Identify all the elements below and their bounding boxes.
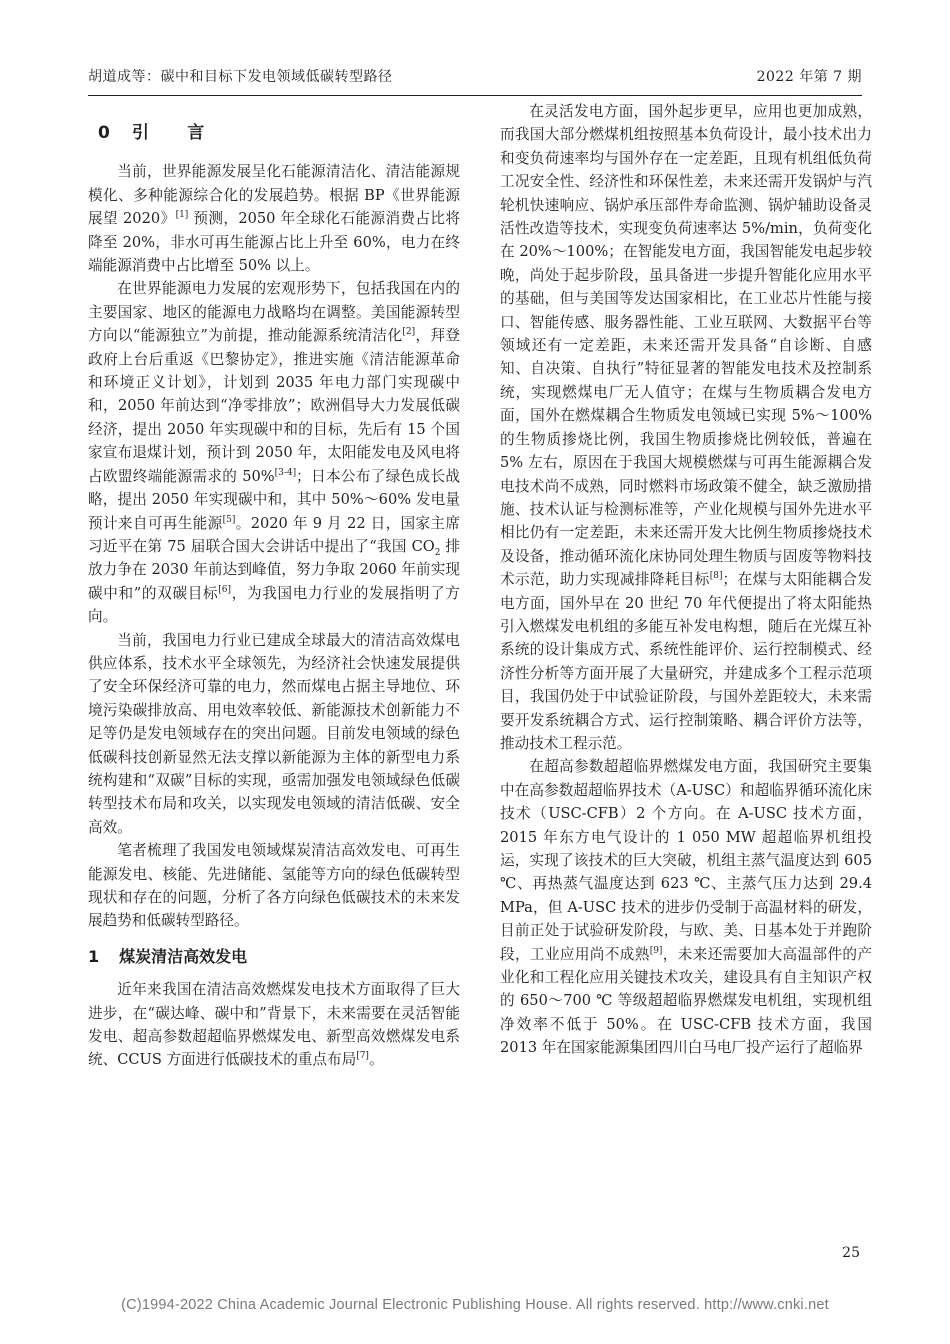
- text-run: 。: [368, 1051, 384, 1069]
- text-run: 在世界能源电力发展的宏观形势下，包括我国在内的主要国家、地区的能源电力战略均在调整。美国能源转型方向以“能源独立”为前提，推动能源系统清洁化: [88, 280, 460, 345]
- citation: [1]: [175, 210, 189, 221]
- text-run: 预测，2050 年全球化石能源消费占比将降至 20%，非水可再生能源占比上升至 60%，电力在终端能源消费中占比增至 50% 以上。: [88, 210, 461, 275]
- citation: [3-4]: [274, 467, 297, 478]
- text-run: 近年来我国在清洁高效燃煤发电技术方面取得了巨大进步，在“碳达峰、碳中和”背景下，未来需要在灵活智能发电、超高参数超超临界燃煤发电、新型高效燃煤发电系统、CCUS 方面进行低碳技术的重点布局: [88, 981, 460, 1069]
- intro-paragraph-2: [88, 277, 460, 628]
- section-0-title-a: 引: [132, 123, 150, 143]
- header-authors-title: 胡道成等：碳中和目标下发电领域低碳转型路径: [88, 69, 393, 85]
- section-0-title-b: 言: [187, 123, 205, 143]
- text-run: 。2020 年 9 月 22 日，国家主席习近平在第 75 届联合国大会讲话中提出了“我国 CO: [88, 514, 460, 555]
- page-number: 25: [842, 1245, 860, 1261]
- citation: [7]: [356, 1051, 369, 1062]
- text-run: 排放力争在 2030 年前达到峰值，努力争取 2060 年前实现碳中和”的双碳目标: [88, 537, 460, 602]
- text-run: ，拜登政府上台后重返《巴黎协定》，推进实施《清洁能源革命和环境正义计划》，计划到 2035 年电力部门实现碳中和，2050 年前达到“净零排放”；欧洲倡导大力发展低碳经济，提出 2050 年实现碳中和的目标，先后有 15 个国家宣布退煤计划，预计到 2050 年，太阳能发电及风电将占欧盟终端能源需求的 50%: [88, 327, 460, 485]
- section-0-heading: [98, 122, 460, 145]
- citation: [8]: [709, 571, 723, 582]
- intro-paragraph-3: 当前，我国电力行业已建成全球最大的清洁高效煤电供应体系，技术水平全球领先，为经济社会快速发展提供了安全环保经济可靠的电力，然而煤电占据主导地位、环境污染碳排放高、用电效率较低、新能源技术创新能力不足等仍是发电领域存在的突出问题。目前发电领域的绿色低碳科技创新显然无法支撑以新能源为主体的新型电力系统构建和“双碳”目标的实现，亟需加强发电领域绿色低碳转型技术布局和攻关，以实现发电领域的清洁低碳、安全高效。: [88, 631, 460, 836]
- section-1-number: 1: [88, 946, 100, 966]
- subscript: 2: [434, 547, 441, 558]
- left-column: [88, 100, 460, 1072]
- citation: [2]: [402, 327, 416, 338]
- citation: [5]: [222, 514, 236, 525]
- text-run: 在超高参数超超临界燃煤发电方面，我国研究主要集中在高参数超超临界技术（A-USC）和超临界循环流化床技术（USC-CFB）2 个方向。在 A-USC 技术方面，2015 年东方电气设计的 1 050 MW 超超临界机组投运，实现了该技术的巨大突破，机组主蒸气温度达到 605 ℃、再热蒸气温度达到 623 ℃、主蒸气压力达到 29.4 MPa，但 A-USC 技术的进步仍受制于高温材料的研发，目前正处于试验研发阶段，与欧、美、日基本处于并跑阶段，工业应用尚不成熟: [500, 758, 872, 963]
- coal-paragraph-1: [88, 978, 460, 1072]
- section-0-number: 0: [98, 123, 111, 143]
- text-run: ；日本公布了绿色成长战略，提出 2050 年实现碳中和，其中 50%～60% 发电量预计来自可再生能源: [88, 467, 460, 532]
- text-run: 当前，世界能源发展呈化石能源清洁化、清洁能源规模化、多种能源综合化的发展趋势。根据 BP《世界能源展望 2020》: [88, 163, 460, 228]
- coal-paragraph-2: [500, 100, 872, 755]
- section-1-title: 煤炭清洁高效发电: [119, 946, 248, 966]
- text-run: 在灵活发电方面，国外起步更早，应用也更加成熟，而我国大部分燃煤机组按照基本负荷设计，最小技术出力和变负荷速率均与国外存在一定差距，且现有机组低负荷工况安全性、经济性和环保性差，未来还需开发锅炉与汽轮机快速响应、锅炉承压部件寿命监测、锅炉辅助设备灵活性改造等技术，实现变负荷速率达 5%/min，负荷变化在 20%～100%；在智能发电方面，我国智能发电起步较晚，尚处于起步阶段，虽具备进一步提升智能化应用水平的基础，但与美国等发达国家相比，在工业芯片性能与接口、智能传感、服务器性能、工业互联网、大数据平台等领域还有一定差距，未来还需开发具备“自诊断、自感知、自决策、自执行”特征显著的智能发电技术及控制系统，实现燃煤电厂无人值守；在煤与生物质耦合发电方面，国外在燃煤耦合生物质发电领域已实现 5%～100% 的生物质掺烧比例，我国生物质掺烧比例较低，普遍在 5% 左右，原因在于我国大规模燃煤与可再生能源耦合发电技术尚不成熟，同时燃料市场政策不健全，缺乏激励措施、技术认证与检测标准等，产业化规模与国外先进水平相比仍有一定差距，未来还需开发大比例生物质掺烧技术及设备，推动循环流化床协同处理生物质与固废等物料技术示范，助力实现减排降耗目标: [500, 103, 872, 589]
- header-issue: 2022 年第 7 期: [756, 69, 862, 85]
- text-run: ，未来还需要加大高温部件的产业化和工程化应用关键技术攻关，建设具有自主知识产权的 650～700 ℃ 等级超超临界燃煤发电机组，实现机组净效率不低于 50%。在 USC-CFB 技术方面，我国 2013 年在国家能源集团四川白马电厂投产运行了超临界: [500, 945, 872, 1057]
- section-1-heading: [88, 945, 460, 968]
- intro-paragraph-1: [88, 160, 460, 277]
- citation: [9]: [649, 945, 663, 956]
- running-header: [88, 66, 862, 86]
- copyright-footer: (C)1994-2022 China Academic Journal Electronic Publishing House. All rights reserved. http://www.cnki.net: [121, 1297, 829, 1313]
- text-run: ；在煤与太阳能耦合发电方面，国外早在 20 世纪 70 年代便提出了将太阳能热引入燃煤发电机组的多能互补发电构想，随后在光煤互补系统的设计集成方式、系统性能评价、运行控制模式、经济性分析等方面开展了大量研究，并建成多个工程示范项目，我国仍处于中试验证阶段，与国外差距较大，未来需要开发系统耦合方式、运行控制策略、耦合评价方法等，推动技术工程示范。: [500, 571, 872, 752]
- citation: [6]: [218, 584, 232, 595]
- coal-paragraph-3: [500, 755, 872, 1059]
- intro-paragraph-4: 笔者梳理了我国发电领域煤炭清洁高效发电、可再生能源发电、核能、先进储能、氢能等方向的绿色低碳转型现状和存在的问题，分析了各方向绿色低碳技术的未来发展趋势和低碳转型路径。: [88, 842, 460, 930]
- text-run: ，为我国电力行业的发展指明了方向。: [88, 584, 460, 626]
- right-column: [500, 100, 872, 1060]
- header-rule: [88, 95, 862, 96]
